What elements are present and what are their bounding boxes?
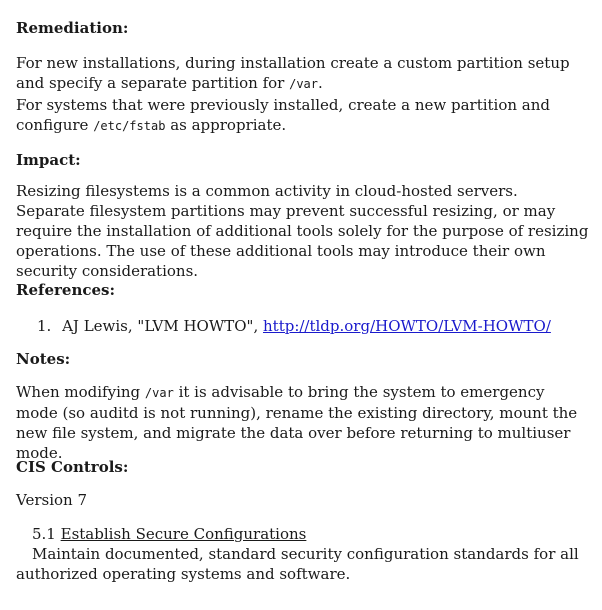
impact-heading: Impact: (16, 151, 81, 169)
remediation-existing-systems: For systems that were previously installed, create a new partition and configure /etc/fstab as appropriate. (16, 96, 551, 134)
references-heading: References: (16, 281, 116, 299)
control-description: Maintain documented, standard security configuration standards for all authorized operating systems and software. (16, 545, 579, 583)
fstab-path-code: /etc/fstab (93, 119, 166, 133)
reference-item (37, 316, 577, 336)
var-path-code: /var (144, 386, 174, 400)
remediation-text: For systems that were previously installed, create a new partition and configure (16, 96, 551, 134)
impact-paragraph: Resizing filesystems is a common activity in cloud-hosted servers. Separate filesystem partitions may prevent successful resizing, or may require the installation of additional tools solely for the purpose of resizing operations. The use of these additional tools may introduce their own security considerations. (16, 182, 589, 280)
remediation-heading: Remediation: (16, 19, 129, 37)
control-id: 5.1 (32, 525, 61, 543)
notes-paragraph: When modifying /var it is advisable to bring the system to emergency mode (so auditd is not running), rename the existing directory, mount the new file system, and migrate the data over before returning to multiuser mode. (16, 383, 578, 462)
reference-text: AJ Lewis, "LVM HOWTO", (62, 317, 263, 335)
var-path-code: /var (289, 77, 319, 91)
remediation-text: For new installations, during installation create a custom partition setup and specify a separate partition for (16, 54, 570, 92)
cis-control-entry (32, 524, 592, 544)
reference-link[interactable]: http://tldp.org/HOWTO/LVM-HOWTO/ (263, 317, 551, 335)
remediation-new-installs: For new installations, during installation create a custom partition setup and specify a separate partition for /var. (16, 54, 570, 92)
reference-number: 1. (37, 317, 52, 335)
cis-controls-heading: CIS Controls: (16, 458, 129, 476)
cis-version: Version 7 (16, 491, 88, 509)
notes-text: When modifying (16, 383, 145, 401)
control-title-link[interactable]: Establish Secure Configurations (60, 525, 307, 543)
notes-heading: Notes: (16, 350, 71, 368)
